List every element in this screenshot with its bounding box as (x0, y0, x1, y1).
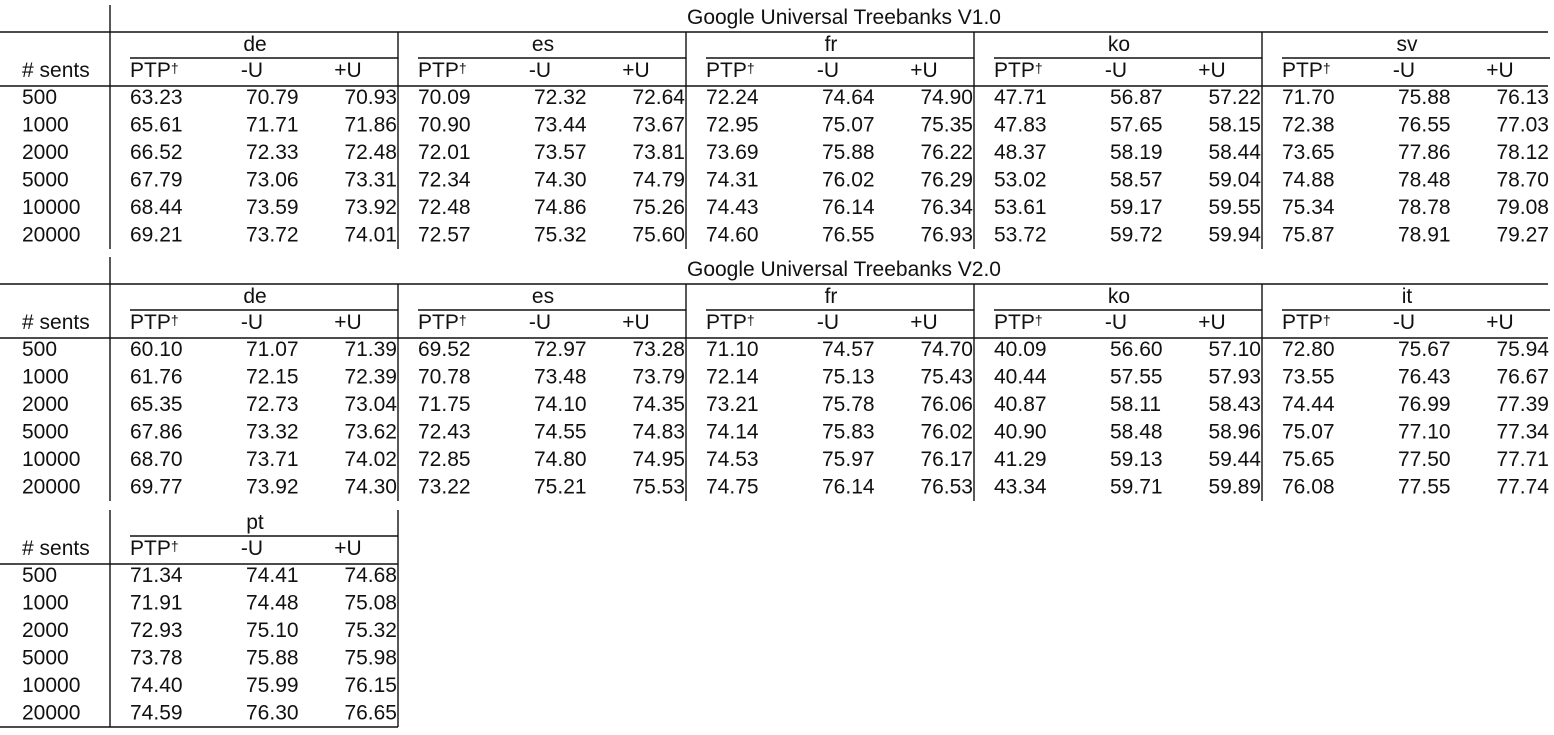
table-cell: 73.67 (632, 113, 685, 137)
table-cell: 76.13 (1496, 86, 1549, 109)
table-cell: 75.26 (632, 196, 685, 219)
table-cell: 73.32 (246, 420, 299, 444)
table-cell: 75.08 (344, 591, 397, 615)
table-cell: 75.21 (534, 475, 587, 499)
table-cell: 76.02 (822, 168, 875, 192)
table-cell: 78.70 (1496, 168, 1549, 192)
row-sents-10000: 10000 (22, 196, 81, 219)
table-cell: 59.89 (1208, 475, 1261, 499)
subcolumn-ptp: PTP† (130, 311, 179, 334)
table-cell: 75.67 (1398, 338, 1451, 361)
section-title: Google Universal Treebanks V2.0 (686, 258, 1002, 281)
table-cell: 75.10 (246, 619, 299, 642)
subcolumn-ptp: PTP† (1282, 311, 1331, 334)
table-cell: 74.55 (534, 420, 587, 444)
table-cell: 77.03 (1496, 113, 1549, 137)
table-cell: 74.10 (534, 393, 587, 416)
table-cell: 71.86 (344, 113, 397, 137)
table-cell: 72.14 (706, 365, 759, 389)
table-cell: 74.88 (1282, 168, 1335, 192)
table-cell: 75.98 (344, 646, 397, 670)
table-cell: 69.21 (130, 223, 183, 247)
table-cell: 58.96 (1208, 420, 1261, 444)
language-header-sv: sv (1396, 33, 1418, 56)
table-cell: 75.35 (920, 113, 973, 137)
table-cell: 79.08 (1496, 196, 1549, 219)
table-cell: 72.24 (706, 86, 759, 109)
table-cell: 75.32 (344, 619, 397, 642)
subcolumn-minus-u: -U (816, 311, 840, 334)
row-sents-5000: 5000 (22, 420, 69, 444)
table-cell: 75.88 (1398, 86, 1451, 109)
table-cell: 74.30 (344, 475, 397, 499)
subcolumn-ptp: PTP† (1282, 59, 1331, 82)
row-sents-10000: 10000 (22, 674, 81, 697)
table-cell: 58.43 (1208, 393, 1261, 416)
row-header-label: # sents (22, 311, 90, 334)
row-sents-2000: 2000 (22, 141, 69, 164)
table-cell: 59.55 (1208, 196, 1261, 219)
subcolumn-minus-u: -U (1104, 59, 1128, 82)
table-cell: 53.02 (994, 168, 1047, 192)
table-cell: 73.65 (1282, 141, 1335, 164)
table-cell: 74.95 (632, 448, 685, 471)
table-cell: 72.95 (706, 113, 759, 137)
table-cell: 74.35 (632, 393, 685, 416)
table-cell: 70.09 (418, 86, 471, 109)
row-sents-20000: 20000 (22, 475, 81, 499)
table-cell: 58.57 (1110, 168, 1163, 192)
table-cell: 72.97 (534, 338, 587, 361)
table-cell: 65.61 (130, 113, 183, 137)
table-cell: 74.44 (1282, 393, 1335, 416)
table-cell: 74.79 (632, 168, 685, 192)
table-cell: 61.76 (130, 365, 183, 389)
table-cell: 76.67 (1496, 365, 1549, 389)
subcolumn-minus-u: -U (528, 311, 552, 334)
table-cell: 69.52 (418, 338, 471, 361)
table-cell: 74.02 (344, 448, 397, 471)
table-cell: 75.07 (1282, 420, 1335, 444)
table-cell: 75.43 (920, 365, 973, 389)
subcolumn-plus-u: +U (1486, 59, 1514, 82)
table-cell: 78.48 (1398, 168, 1451, 192)
table-cell: 73.81 (632, 141, 685, 164)
subcolumn-minus-u: -U (816, 59, 840, 82)
table-cell: 71.39 (344, 338, 397, 361)
table-cell: 74.31 (706, 168, 759, 192)
subcolumn-minus-u: -U (240, 311, 264, 334)
table-cell: 74.57 (822, 338, 875, 361)
row-sents-2000: 2000 (22, 619, 69, 642)
table-cell: 74.30 (534, 168, 587, 192)
table-cell: 66.52 (130, 141, 183, 164)
table-cell: 57.65 (1110, 113, 1163, 137)
table-cell: 72.48 (418, 196, 471, 219)
subcolumn-minus-u: -U (1104, 311, 1128, 334)
table-cell: 74.40 (130, 674, 183, 697)
language-header-fr: fr (824, 33, 838, 56)
table-cell: 65.35 (130, 393, 183, 416)
row-sents-500: 500 (22, 86, 58, 109)
table-cell: 72.01 (418, 141, 471, 164)
table-cell: 53.61 (994, 196, 1047, 219)
language-header-de: de (243, 33, 267, 56)
table-cell: 72.73 (246, 393, 299, 416)
table-cell: 75.07 (822, 113, 875, 137)
table-cell: 72.39 (344, 365, 397, 389)
table-cell: 75.88 (246, 646, 299, 670)
row-sents-2000: 2000 (22, 393, 69, 416)
dagger-mark: † (170, 60, 179, 76)
table-cell: 74.53 (706, 448, 759, 471)
table-cell: 75.83 (822, 420, 875, 444)
subcolumn-minus-u: -U (1392, 311, 1416, 334)
table-cell: 72.38 (1282, 113, 1335, 137)
table-cell: 76.55 (822, 223, 875, 247)
table-cell: 40.90 (994, 420, 1047, 444)
table-cell: 59.44 (1208, 448, 1261, 471)
table-cell: 56.60 (1110, 338, 1163, 361)
table-cell: 73.62 (344, 420, 397, 444)
table-cell: 73.48 (534, 365, 587, 389)
table-cell: 72.64 (632, 86, 685, 109)
table-cell: 76.34 (920, 196, 973, 219)
language-header-de: de (243, 285, 267, 308)
table-cell: 75.78 (822, 393, 875, 416)
table-cell: 58.44 (1208, 141, 1261, 164)
table-cell: 70.90 (418, 113, 471, 137)
table-cell: 40.09 (994, 338, 1047, 361)
table-cell: 63.23 (130, 86, 183, 109)
row-sents-1000: 1000 (22, 591, 69, 615)
subcolumn-ptp: PTP† (130, 59, 179, 82)
table-cell: 59.72 (1110, 223, 1163, 247)
language-header-pt: pt (246, 511, 264, 534)
dagger-mark: † (170, 538, 179, 554)
table-cell: 76.14 (822, 196, 875, 219)
table-cell: 76.08 (1282, 475, 1335, 499)
row-header-label: # sents (22, 537, 90, 560)
table-cell: 72.15 (246, 365, 299, 389)
table-cell: 74.70 (920, 338, 973, 361)
table-cell: 74.90 (920, 86, 973, 109)
table-cell: 71.71 (246, 113, 299, 137)
table-cell: 73.06 (246, 168, 299, 192)
table-cell: 77.34 (1496, 420, 1549, 444)
subcolumn-plus-u: +U (1486, 311, 1514, 334)
subcolumn-ptp: PTP† (994, 59, 1043, 82)
table-cell: 72.43 (418, 420, 471, 444)
section-title: Google Universal Treebanks V1.0 (686, 6, 1002, 29)
table-cell: 75.97 (822, 448, 875, 471)
table-cell: 58.48 (1110, 420, 1163, 444)
table-cell: 75.34 (1282, 196, 1335, 219)
table-cell: 75.65 (1282, 448, 1335, 471)
subcolumn-plus-u: +U (622, 311, 650, 334)
table-cell: 74.86 (534, 196, 587, 219)
table-cell: 75.53 (632, 475, 685, 499)
table-cell: 74.41 (246, 564, 299, 587)
table-cell: 71.07 (246, 338, 299, 361)
table-cell: 76.15 (344, 674, 397, 697)
table-cell: 73.92 (344, 196, 397, 219)
table-cell: 72.80 (1282, 338, 1335, 361)
table-cell: 78.91 (1398, 223, 1451, 247)
row-sents-1000: 1000 (22, 365, 69, 389)
table-cell: 72.48 (344, 141, 397, 164)
table-cell: 75.32 (534, 223, 587, 247)
table-cell: 77.74 (1496, 475, 1549, 499)
table-cell: 58.11 (1110, 393, 1161, 416)
table-cell: 47.83 (994, 113, 1047, 137)
table-cell: 75.60 (632, 223, 685, 247)
table-cell: 70.93 (344, 86, 397, 109)
table-cell: 71.34 (130, 564, 183, 587)
table-cell: 67.79 (130, 168, 183, 192)
subcolumn-plus-u: +U (334, 537, 362, 560)
table-cell: 76.17 (920, 448, 973, 471)
subcolumn-ptp: PTP† (994, 311, 1043, 334)
table-cell: 59.71 (1110, 475, 1163, 499)
subcolumn-plus-u: +U (334, 311, 362, 334)
table-cell: 59.13 (1110, 448, 1163, 471)
table-cell: 68.70 (130, 448, 183, 471)
table-cell: 73.44 (534, 113, 587, 137)
table-cell: 73.55 (1282, 365, 1335, 389)
subcolumn-plus-u: +U (910, 311, 938, 334)
table-cell: 57.93 (1208, 365, 1261, 389)
table-cell: 73.92 (246, 475, 299, 499)
table-cell: 73.72 (246, 223, 299, 247)
table-cell: 75.99 (246, 674, 299, 697)
dagger-mark: † (1322, 60, 1331, 76)
table-cell: 73.59 (246, 196, 299, 219)
row-sents-500: 500 (22, 564, 58, 587)
table-cell: 72.57 (418, 223, 471, 247)
table-cell: 73.71 (246, 448, 299, 471)
table-cell: 57.22 (1208, 86, 1261, 109)
subcolumn-ptp: PTP† (706, 311, 755, 334)
table-cell: 74.01 (344, 223, 397, 247)
table-cell: 76.29 (920, 168, 973, 192)
subcolumn-minus-u: -U (528, 59, 552, 82)
table-cell: 74.43 (706, 196, 759, 219)
table-cell: 78.78 (1398, 196, 1451, 219)
subcolumn-plus-u: +U (1198, 311, 1226, 334)
table-cell: 56.87 (1110, 86, 1163, 109)
subcolumn-minus-u: -U (240, 59, 264, 82)
table-cell: 76.55 (1398, 113, 1451, 137)
table-cell: 76.93 (920, 223, 973, 247)
subcolumn-ptp: PTP† (418, 311, 467, 334)
table-cell: 74.14 (706, 420, 759, 444)
subcolumn-minus-u: -U (1392, 59, 1416, 82)
table-cell: 47.71 (994, 86, 1047, 109)
row-sents-10000: 10000 (22, 448, 81, 471)
table-cell: 74.83 (632, 420, 685, 444)
language-header-fr: fr (824, 285, 838, 308)
language-header-es: es (531, 33, 555, 56)
table-cell: 73.79 (632, 365, 685, 389)
table-cell: 71.91 (130, 591, 183, 615)
table-cell: 73.04 (344, 393, 397, 416)
table-cell: 40.87 (994, 393, 1047, 416)
row-sents-5000: 5000 (22, 168, 69, 192)
table-cell: 76.02 (920, 420, 973, 444)
table-cell: 75.88 (822, 141, 875, 164)
table-cell: 60.10 (130, 338, 183, 361)
table-cell: 70.78 (418, 365, 471, 389)
table-cell: 70.79 (246, 86, 299, 109)
table-cell: 77.86 (1398, 141, 1451, 164)
row-sents-1000: 1000 (22, 113, 69, 137)
table-cell: 59.17 (1110, 196, 1163, 219)
table-cell: 75.13 (822, 365, 875, 389)
subcolumn-ptp: PTP† (130, 537, 179, 560)
table-cell: 73.78 (130, 646, 183, 670)
table-cell: 75.94 (1496, 338, 1549, 361)
table-cell: 43.34 (994, 475, 1047, 499)
table-cell: 79.27 (1496, 223, 1549, 247)
table-cell: 58.19 (1110, 141, 1163, 164)
table-cell: 77.71 (1496, 448, 1549, 471)
table-cell: 73.69 (706, 141, 759, 164)
table-cell: 58.15 (1208, 113, 1261, 137)
table-cell: 59.94 (1208, 223, 1261, 247)
table-cell: 77.39 (1496, 393, 1549, 416)
table-cell: 77.55 (1398, 475, 1451, 499)
dagger-mark: † (1034, 312, 1043, 328)
table-cell: 76.53 (920, 475, 973, 499)
language-header-it: it (1401, 285, 1413, 308)
table-cell: 76.06 (920, 393, 973, 416)
table-cell: 72.33 (246, 141, 299, 164)
table-cell: 76.43 (1398, 365, 1451, 389)
row-header-label: # sents (22, 59, 90, 82)
row-sents-20000: 20000 (22, 223, 81, 247)
table-cell: 73.21 (706, 393, 759, 416)
table-cell: 77.10 (1398, 420, 1451, 444)
row-sents-20000: 20000 (22, 701, 81, 725)
table-cell: 57.55 (1110, 365, 1163, 389)
subcolumn-minus-u: -U (240, 537, 264, 560)
table-cell: 73.22 (418, 475, 471, 499)
table-cell: 72.34 (418, 168, 471, 192)
table-cell: 76.99 (1398, 393, 1451, 416)
table-cell: 48.37 (994, 141, 1047, 164)
dagger-mark: † (458, 312, 467, 328)
dagger-mark: † (746, 312, 755, 328)
table-cell: 78.12 (1496, 141, 1549, 164)
dagger-mark: † (458, 60, 467, 76)
table-cell: 41.29 (994, 448, 1047, 471)
table-cell: 73.31 (344, 168, 397, 192)
dagger-mark: † (170, 312, 179, 328)
table-cell: 76.65 (344, 701, 397, 725)
table-cell: 73.57 (534, 141, 587, 164)
table-cell: 73.28 (632, 338, 685, 361)
subcolumn-plus-u: +U (910, 59, 938, 82)
dagger-mark: † (1322, 312, 1331, 328)
table-cell: 75.87 (1282, 223, 1335, 247)
table-cell: 74.68 (344, 564, 397, 587)
table-cell: 71.75 (418, 393, 471, 416)
table-cell: 74.64 (822, 86, 875, 109)
language-header-ko: ko (1107, 33, 1131, 56)
dagger-mark: † (746, 60, 755, 76)
table-cell: 71.10 (706, 338, 759, 361)
table-cell: 57.10 (1208, 338, 1261, 361)
table-cell: 76.22 (920, 141, 973, 164)
table-cell: 74.48 (246, 591, 299, 615)
language-header-es: es (531, 285, 555, 308)
table-cell: 76.14 (822, 475, 875, 499)
table-cell: 72.32 (534, 86, 587, 109)
table-cell: 74.80 (534, 448, 587, 471)
table-cell: 59.04 (1208, 168, 1261, 192)
table-cell: 67.86 (130, 420, 183, 444)
subcolumn-plus-u: +U (622, 59, 650, 82)
table-cell: 74.75 (706, 475, 759, 499)
table-cell: 72.85 (418, 448, 471, 471)
table-cell: 68.44 (130, 196, 183, 219)
table-cell: 53.72 (994, 223, 1047, 247)
table-cell: 71.70 (1282, 86, 1335, 109)
language-header-ko: ko (1107, 285, 1131, 308)
table-cell: 72.93 (130, 619, 183, 642)
subcolumn-ptp: PTP† (418, 59, 467, 82)
row-sents-500: 500 (22, 338, 58, 361)
subcolumn-plus-u: +U (334, 59, 362, 82)
row-sents-5000: 5000 (22, 646, 69, 670)
table-cell: 74.59 (130, 701, 183, 725)
subcolumn-plus-u: +U (1198, 59, 1226, 82)
table-cell: 40.44 (994, 365, 1047, 389)
table-cell: 77.50 (1398, 448, 1451, 471)
subcolumn-ptp: PTP† (706, 59, 755, 82)
table-cell: 76.30 (246, 701, 299, 725)
dagger-mark: † (1034, 60, 1043, 76)
table-cell: 74.60 (706, 223, 759, 247)
table-cell: 69.77 (130, 475, 183, 499)
